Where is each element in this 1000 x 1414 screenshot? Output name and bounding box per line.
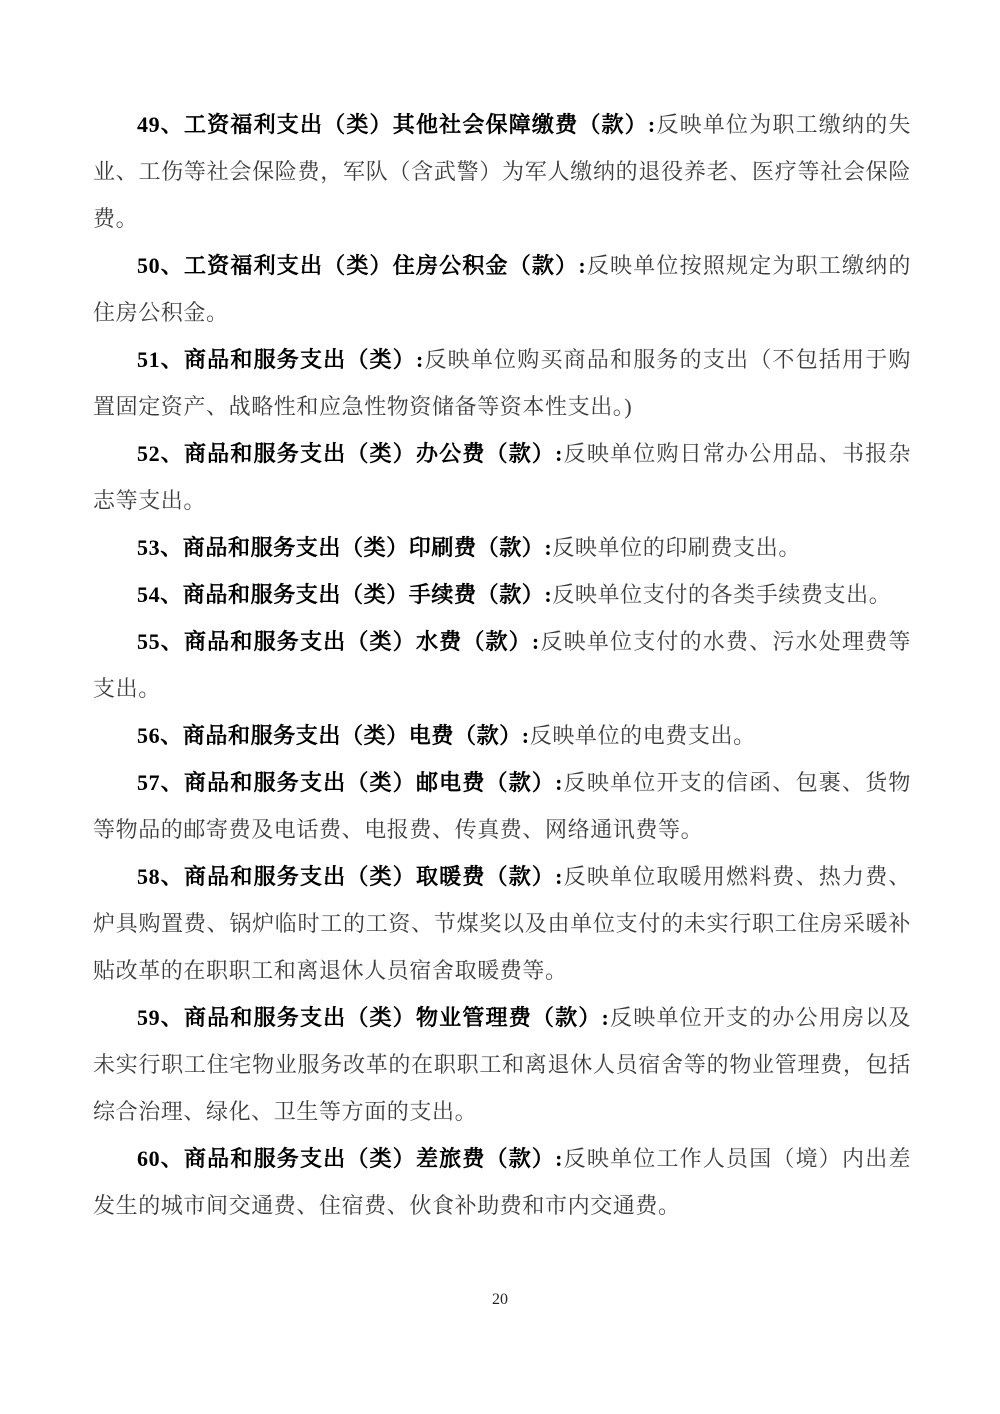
definition-paragraph-52 [93, 430, 911, 524]
definition-paragraph-58 [93, 853, 911, 994]
definition-heading: 60、商品和服务支出（类）差旅费（款）: [137, 1146, 564, 1171]
definition-heading: 52、商品和服务支出（类）办公费（款）: [137, 441, 564, 466]
definition-body: 反映单位为职工缴纳的失业、工伤等社会保险费，军队（含武警）为军人缴纳的退役养老、医疗等社会保险费。 [93, 112, 911, 231]
definition-paragraph-54 [93, 571, 911, 618]
definition-heading: 50、工资福利支出（类）住房公积金（款）: [137, 253, 587, 278]
definition-body: 反映单位支付的水费、污水处理费等支出。 [93, 629, 911, 701]
document-body [93, 101, 911, 1229]
definition-heading: 57、商品和服务支出（类）邮电费（款）: [137, 770, 564, 795]
definition-paragraph-60 [93, 1135, 911, 1229]
definition-heading: 51、商品和服务支出（类）: [137, 347, 424, 372]
definition-paragraph-57 [93, 759, 911, 853]
definition-paragraph-50 [93, 242, 911, 336]
definition-paragraph-56 [93, 712, 911, 759]
definition-body: 反映单位的电费支出。 [529, 723, 756, 748]
definition-body: 反映单位开支的信函、包裹、货物等物品的邮寄费及电话费、电报费、传真费、网络通讯费等。 [93, 770, 911, 842]
definition-body: 反映单位支付的各类手续费支出。 [552, 582, 892, 607]
definition-heading: 56、商品和服务支出（类）电费（款）: [137, 723, 530, 748]
page-number: 20 [492, 1291, 508, 1308]
definition-heading: 58、商品和服务支出（类）取暖费（款）: [137, 864, 564, 889]
definition-paragraph-55 [93, 618, 911, 712]
definition-paragraph-51 [93, 336, 911, 430]
definition-body: 反映单位购买商品和服务的支出（不包括用于购置固定资产、战略性和应急性物资储备等资本性支出。) [93, 347, 911, 419]
definition-body: 反映单位开支的办公用房以及未实行职工住宅物业服务改革的在职职工和离退休人员宿舍等的物业管理费，包括综合治理、绿化、卫生等方面的支出。 [93, 1005, 911, 1124]
definition-heading: 49、工资福利支出（类）其他社会保障缴费（款）: [137, 112, 656, 137]
definition-heading: 54、商品和服务支出（类）手续费（款）: [137, 582, 553, 607]
definition-heading: 53、商品和服务支出（类）印刷费（款）: [137, 535, 553, 560]
definition-body: 反映单位购日常办公用品、书报杂志等支出。 [93, 441, 911, 513]
definition-body: 反映单位工作人员国（境）内出差发生的城市间交通费、住宿费、伙食补助费和市内交通费。 [93, 1146, 911, 1218]
definition-body: 反映单位按照规定为职工缴纳的住房公积金。 [93, 253, 911, 325]
definition-paragraph-59 [93, 994, 911, 1135]
definition-paragraph-49 [93, 101, 911, 242]
definition-heading: 55、商品和服务支出（类）水费（款）: [137, 629, 540, 654]
definition-body: 反映单位取暖用燃料费、热力费、炉具购置费、锅炉临时工的工资、节煤奖以及由单位支付的未实行职工住房采暖补贴改革的在职职工和离退休人员宿舍取暖费等。 [93, 864, 911, 983]
definition-heading: 59、商品和服务支出（类）物业管理费（款）: [137, 1005, 610, 1030]
definition-paragraph-53 [93, 524, 911, 571]
definition-body: 反映单位的印刷费支出。 [552, 535, 801, 560]
